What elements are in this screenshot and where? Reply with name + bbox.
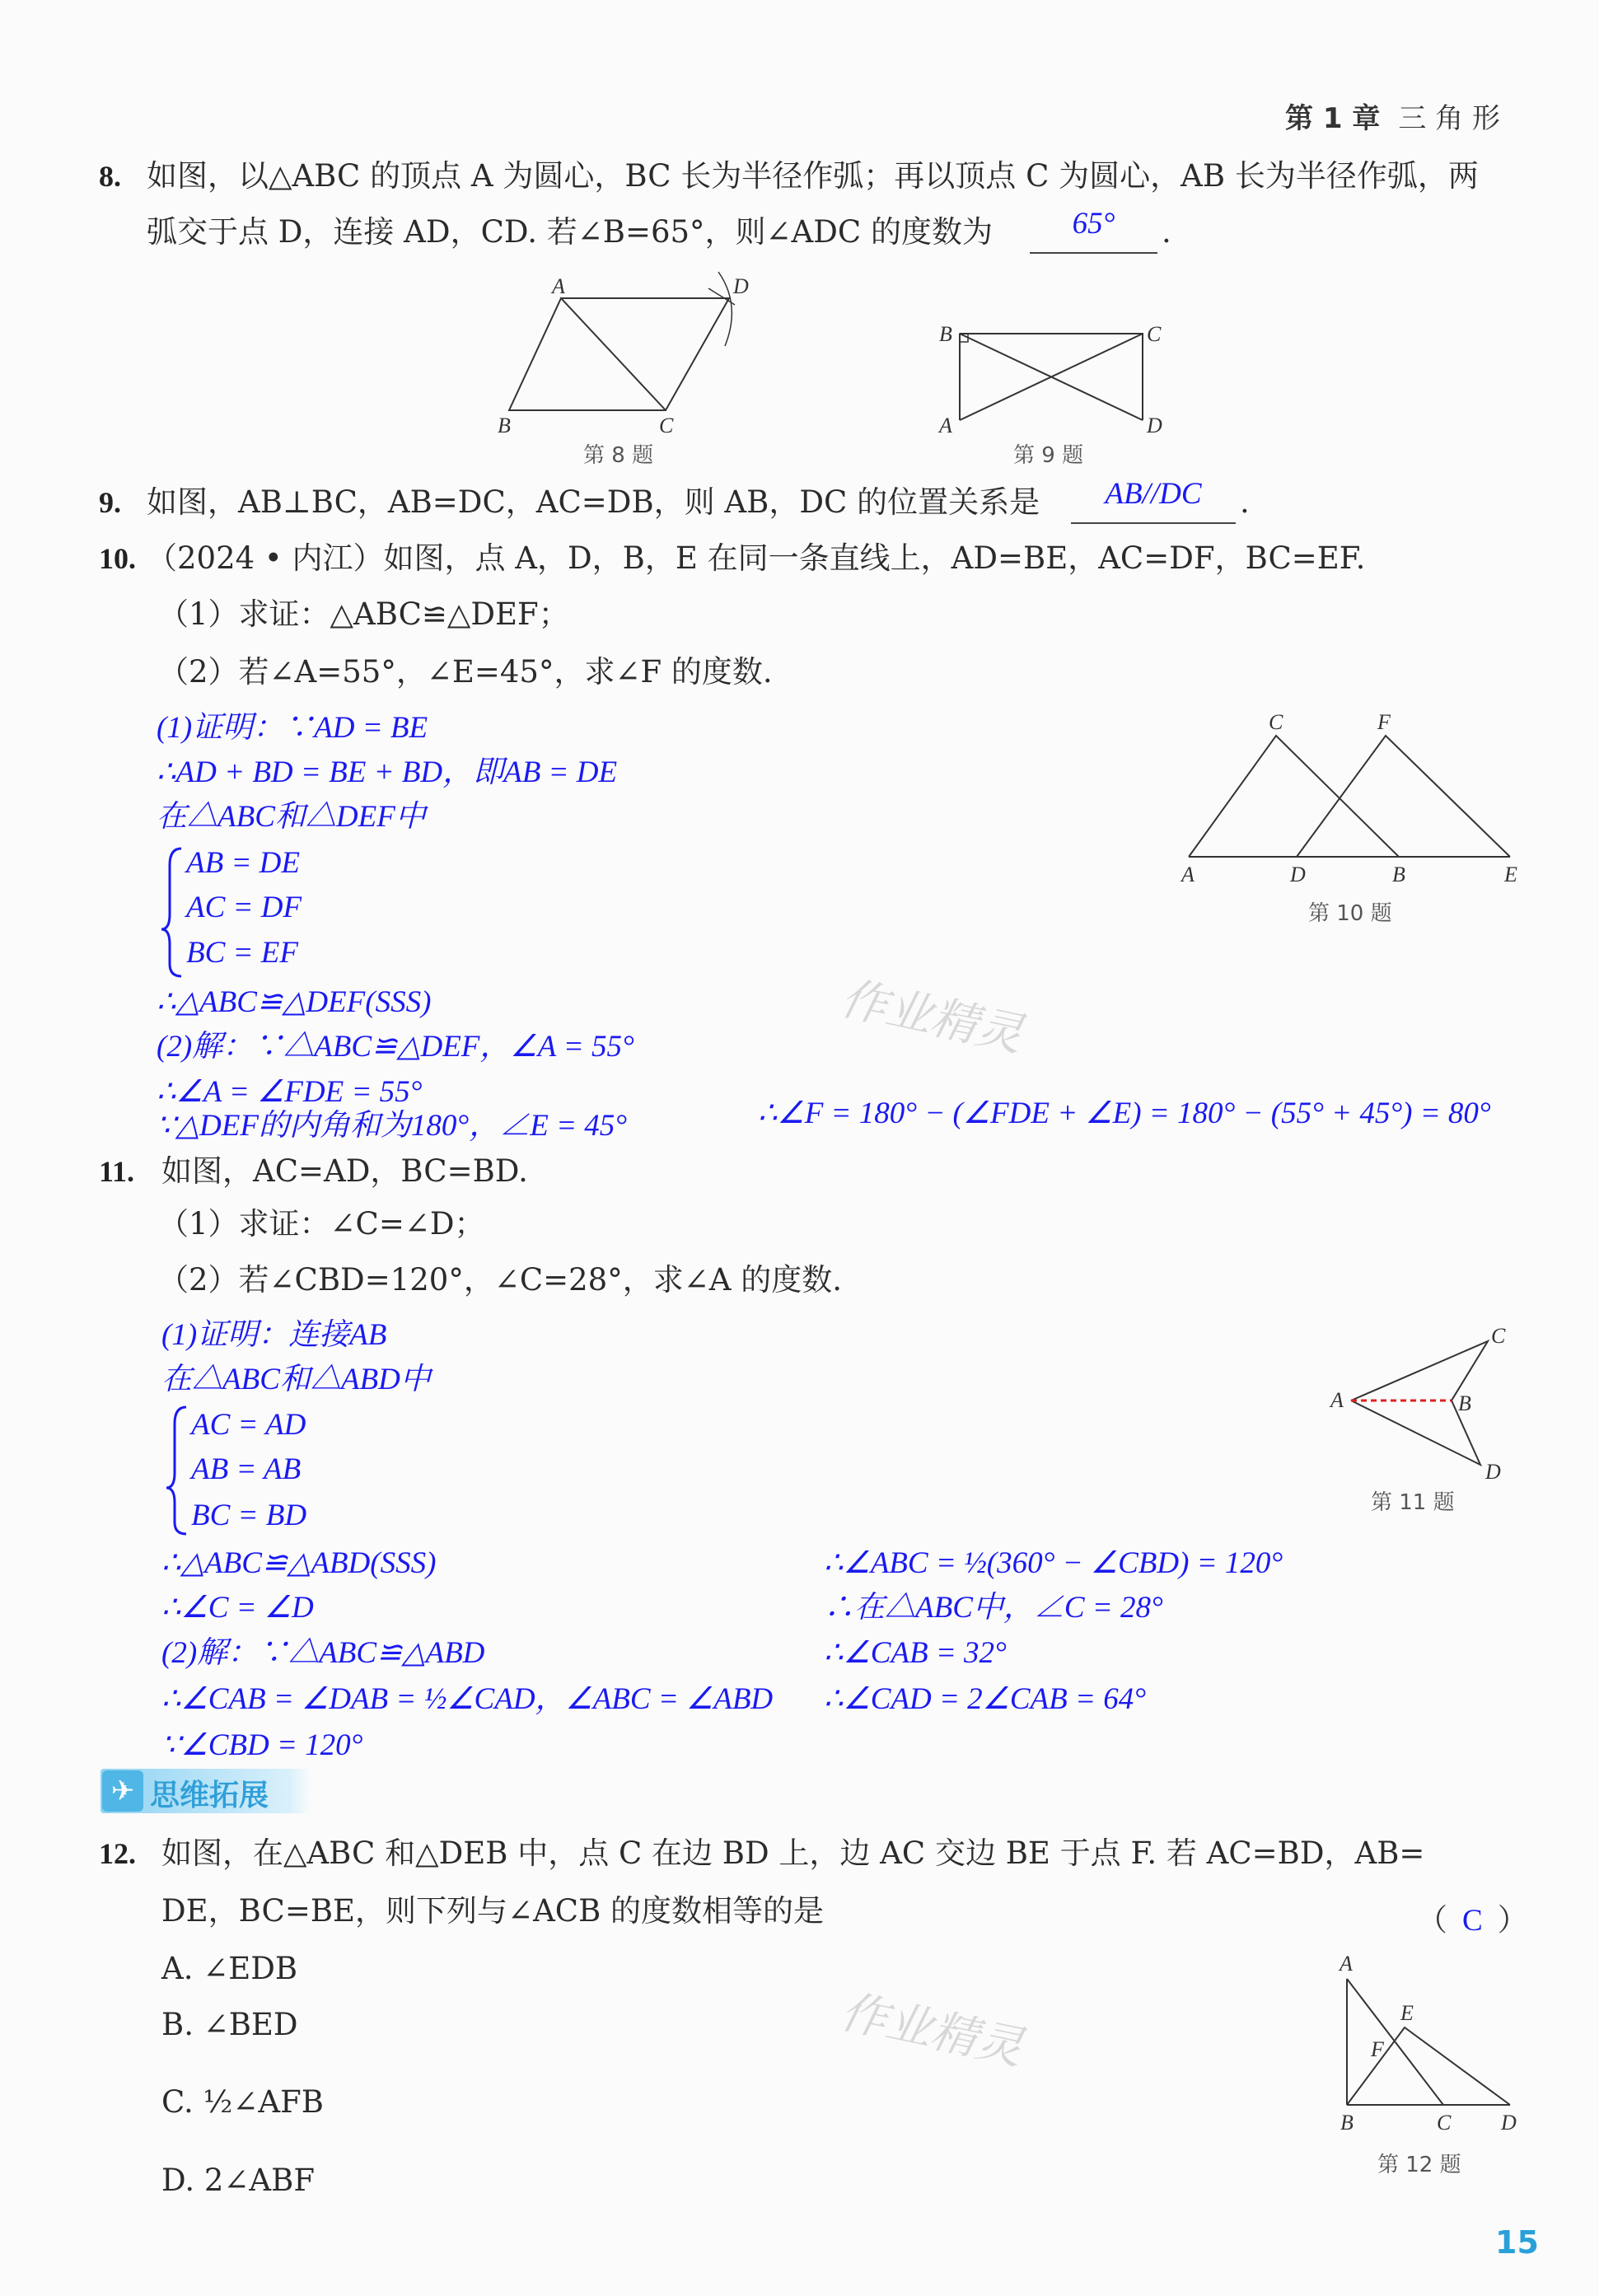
- answer-line: ∵∠CBD = 120°: [161, 1728, 363, 1762]
- question-text: 如图，在△ABC 和△DEB 中，点 C 在边 BD 上，边 AC 交边 BE 于点 F. 若 AC=BD，AB=: [161, 1835, 1425, 1871]
- answer-line: ∴△ABC≌△DEF(SSS): [157, 985, 432, 1019]
- answer-line: (1)证明：连接AB: [161, 1318, 387, 1352]
- figure-10-label-f: F: [1377, 710, 1391, 734]
- answer-line: AC = AD: [191, 1408, 306, 1442]
- figure-caption: 第 8 题: [583, 443, 654, 468]
- brace: [161, 849, 181, 976]
- answer-line: ∴∠CAB = ∠DAB = ½∠CAD，∠ABC = ∠ABD: [161, 1682, 774, 1716]
- figure-12-label-a: A: [1340, 1952, 1353, 1976]
- watermark: 作业精灵: [835, 1985, 1028, 2076]
- answer-line: ∴∠ABC = ½(360° − ∠CBD) = 120°: [824, 1546, 1283, 1580]
- option-d: D. 2∠ABF: [161, 2163, 315, 2198]
- figure-10-label-c: C: [1269, 710, 1283, 734]
- question-text: 如图，以△ABC 的顶点 A 为圆心，BC 长为半径作弧；再以顶点 C 为圆心，AB 长为半径作弧，两: [147, 158, 1479, 194]
- option-b: B. ∠BED: [161, 2007, 298, 2042]
- figure-caption: 第 10 题: [1308, 901, 1392, 926]
- selected-answer: C: [1462, 1904, 1483, 1938]
- answer-line: ∴在△ABC中，∠C = 28°: [824, 1591, 1163, 1625]
- watermark: 作业精灵: [835, 971, 1028, 1063]
- badge-label: 思维拓展: [150, 1779, 269, 1812]
- figure-9: [960, 334, 1143, 420]
- page-number: 15: [1495, 2224, 1539, 2261]
- question-number: 8.: [99, 160, 121, 193]
- question-number: 11.: [99, 1155, 135, 1188]
- figure-11-label-c: C: [1491, 1324, 1506, 1348]
- answer-line: (2)解：∵△ABC≌△ABD: [161, 1636, 485, 1670]
- answer-line: (2)解：∵△ABC≌△DEF，∠A = 55°: [157, 1030, 634, 1064]
- answer-line: 在△ABC和△DEF中: [157, 800, 426, 834]
- question-text: DE，BC=BE，则下列与∠ACB 的度数相等的是: [161, 1893, 825, 1929]
- figure-12-label-e: E: [1400, 2001, 1414, 2025]
- answer-value: 65°: [1072, 207, 1115, 241]
- question-number: 9.: [99, 486, 121, 519]
- figure-10: [1189, 736, 1510, 857]
- figure-11-label-a: A: [1330, 1388, 1344, 1412]
- option-a: A. ∠EDB: [161, 1951, 298, 1986]
- figure-caption: 第 12 题: [1377, 2153, 1461, 2177]
- figure-10-label-d: D: [1290, 863, 1306, 886]
- figure-9-label-a: A: [939, 414, 952, 437]
- answer-line: ∴AD + BD = BE + BD，即AB = DE: [157, 755, 618, 789]
- figure-11-label-d: D: [1485, 1460, 1501, 1484]
- answer-value: AB//DC: [1105, 477, 1202, 511]
- answer-line: (1)证明：∵AD = BE: [157, 711, 428, 745]
- answer-line: ∴∠F = 180° − (∠FDE + ∠E) = 180° − (55° + 45°) = 80°: [758, 1097, 1491, 1130]
- figure-8-label-b: B: [498, 414, 511, 437]
- punctuation: .: [1162, 214, 1171, 250]
- figure-caption: 第 11 题: [1371, 1490, 1455, 1515]
- brace: [166, 1407, 186, 1534]
- answer-line: AB = DE: [186, 846, 300, 880]
- figure-9-label-c: C: [1147, 322, 1162, 346]
- figure-12-label-c: C: [1437, 2111, 1452, 2135]
- figure-8-label-a: A: [552, 274, 565, 298]
- answer-line: AC = DF: [186, 891, 302, 924]
- answer-line: ∴△ABC≌△ABD(SSS): [161, 1546, 437, 1580]
- figure-10-label-b: B: [1392, 863, 1405, 886]
- question-text: 弧交于点 D，连接 AD，CD. 若∠B=65°，则∠ADC 的度数为: [147, 214, 993, 250]
- chapter-title: 三 角 形: [1398, 102, 1500, 135]
- chapter-number: 第 1 章: [1285, 102, 1381, 135]
- answer-line: ∴∠CAD = 2∠CAB = 64°: [824, 1682, 1146, 1716]
- answer-choice-box: [1417, 1895, 1528, 1939]
- paren: （: [1417, 1902, 1447, 1938]
- question-number: 12.: [99, 1837, 136, 1870]
- figure-8-label-d: D: [733, 274, 749, 298]
- question-part: （2）若∠A=55°，∠E=45°，求∠F 的度数.: [158, 654, 773, 690]
- figure-10-label-e: E: [1504, 863, 1517, 886]
- question-part: （1）求证：△ABC≌△DEF；: [158, 596, 569, 632]
- answer-line: BC = EF: [186, 936, 298, 970]
- question-part: （2）若∠CBD=120°，∠C=28°，求∠A 的度数.: [158, 1262, 842, 1298]
- question-text: 如图，AB⊥BC，AB=DC，AC=DB，则 AB，DC 的位置关系是: [147, 484, 1040, 520]
- figure-12-label-d: D: [1501, 2111, 1517, 2135]
- thinking-extension-badge: [101, 1769, 311, 1813]
- answer-line: AB = AB: [191, 1452, 302, 1486]
- question-text: 如图，AC=AD，BC=BD.: [161, 1153, 528, 1189]
- figure-11-label-b: B: [1458, 1391, 1471, 1415]
- figure-9-label-b: B: [939, 322, 952, 346]
- answer-blank: [1071, 477, 1236, 524]
- answer-line: ∴∠A = ∠FDE = 55°: [157, 1075, 423, 1109]
- figure-10-label-a: A: [1181, 863, 1195, 886]
- question-part: （1）求证：∠C=∠D；: [158, 1206, 485, 1242]
- answer-line: ∴∠CAB = 32°: [824, 1636, 1007, 1670]
- option-c: C. ½∠AFB: [161, 2084, 324, 2120]
- answer-line: BC = BD: [191, 1499, 307, 1532]
- figure-9-label-d: D: [1147, 414, 1162, 437]
- punctuation: .: [1240, 484, 1250, 520]
- question-text: （2024 • 内江）如图，点 A，D，B，E 在同一条直线上，AD=BE，AC=DF，BC=EF.: [147, 540, 1366, 576]
- answer-line: ∴∠C = ∠D: [161, 1591, 314, 1625]
- paper-plane-icon: ✈: [102, 1770, 143, 1812]
- answer-line: ∵△DEF的内角和为180°，∠E = 45°: [157, 1109, 628, 1143]
- figure-8-label-c: C: [659, 414, 674, 437]
- figure-caption: 第 9 题: [1013, 443, 1084, 468]
- question-number: 10.: [99, 542, 136, 575]
- paren: ）: [1497, 1902, 1528, 1938]
- figure-12-label-b: B: [1340, 2111, 1354, 2135]
- answer-line: 在△ABC和△ABD中: [161, 1363, 431, 1396]
- figure-12-label-f: F: [1371, 2037, 1384, 2061]
- figure-8: [509, 272, 735, 410]
